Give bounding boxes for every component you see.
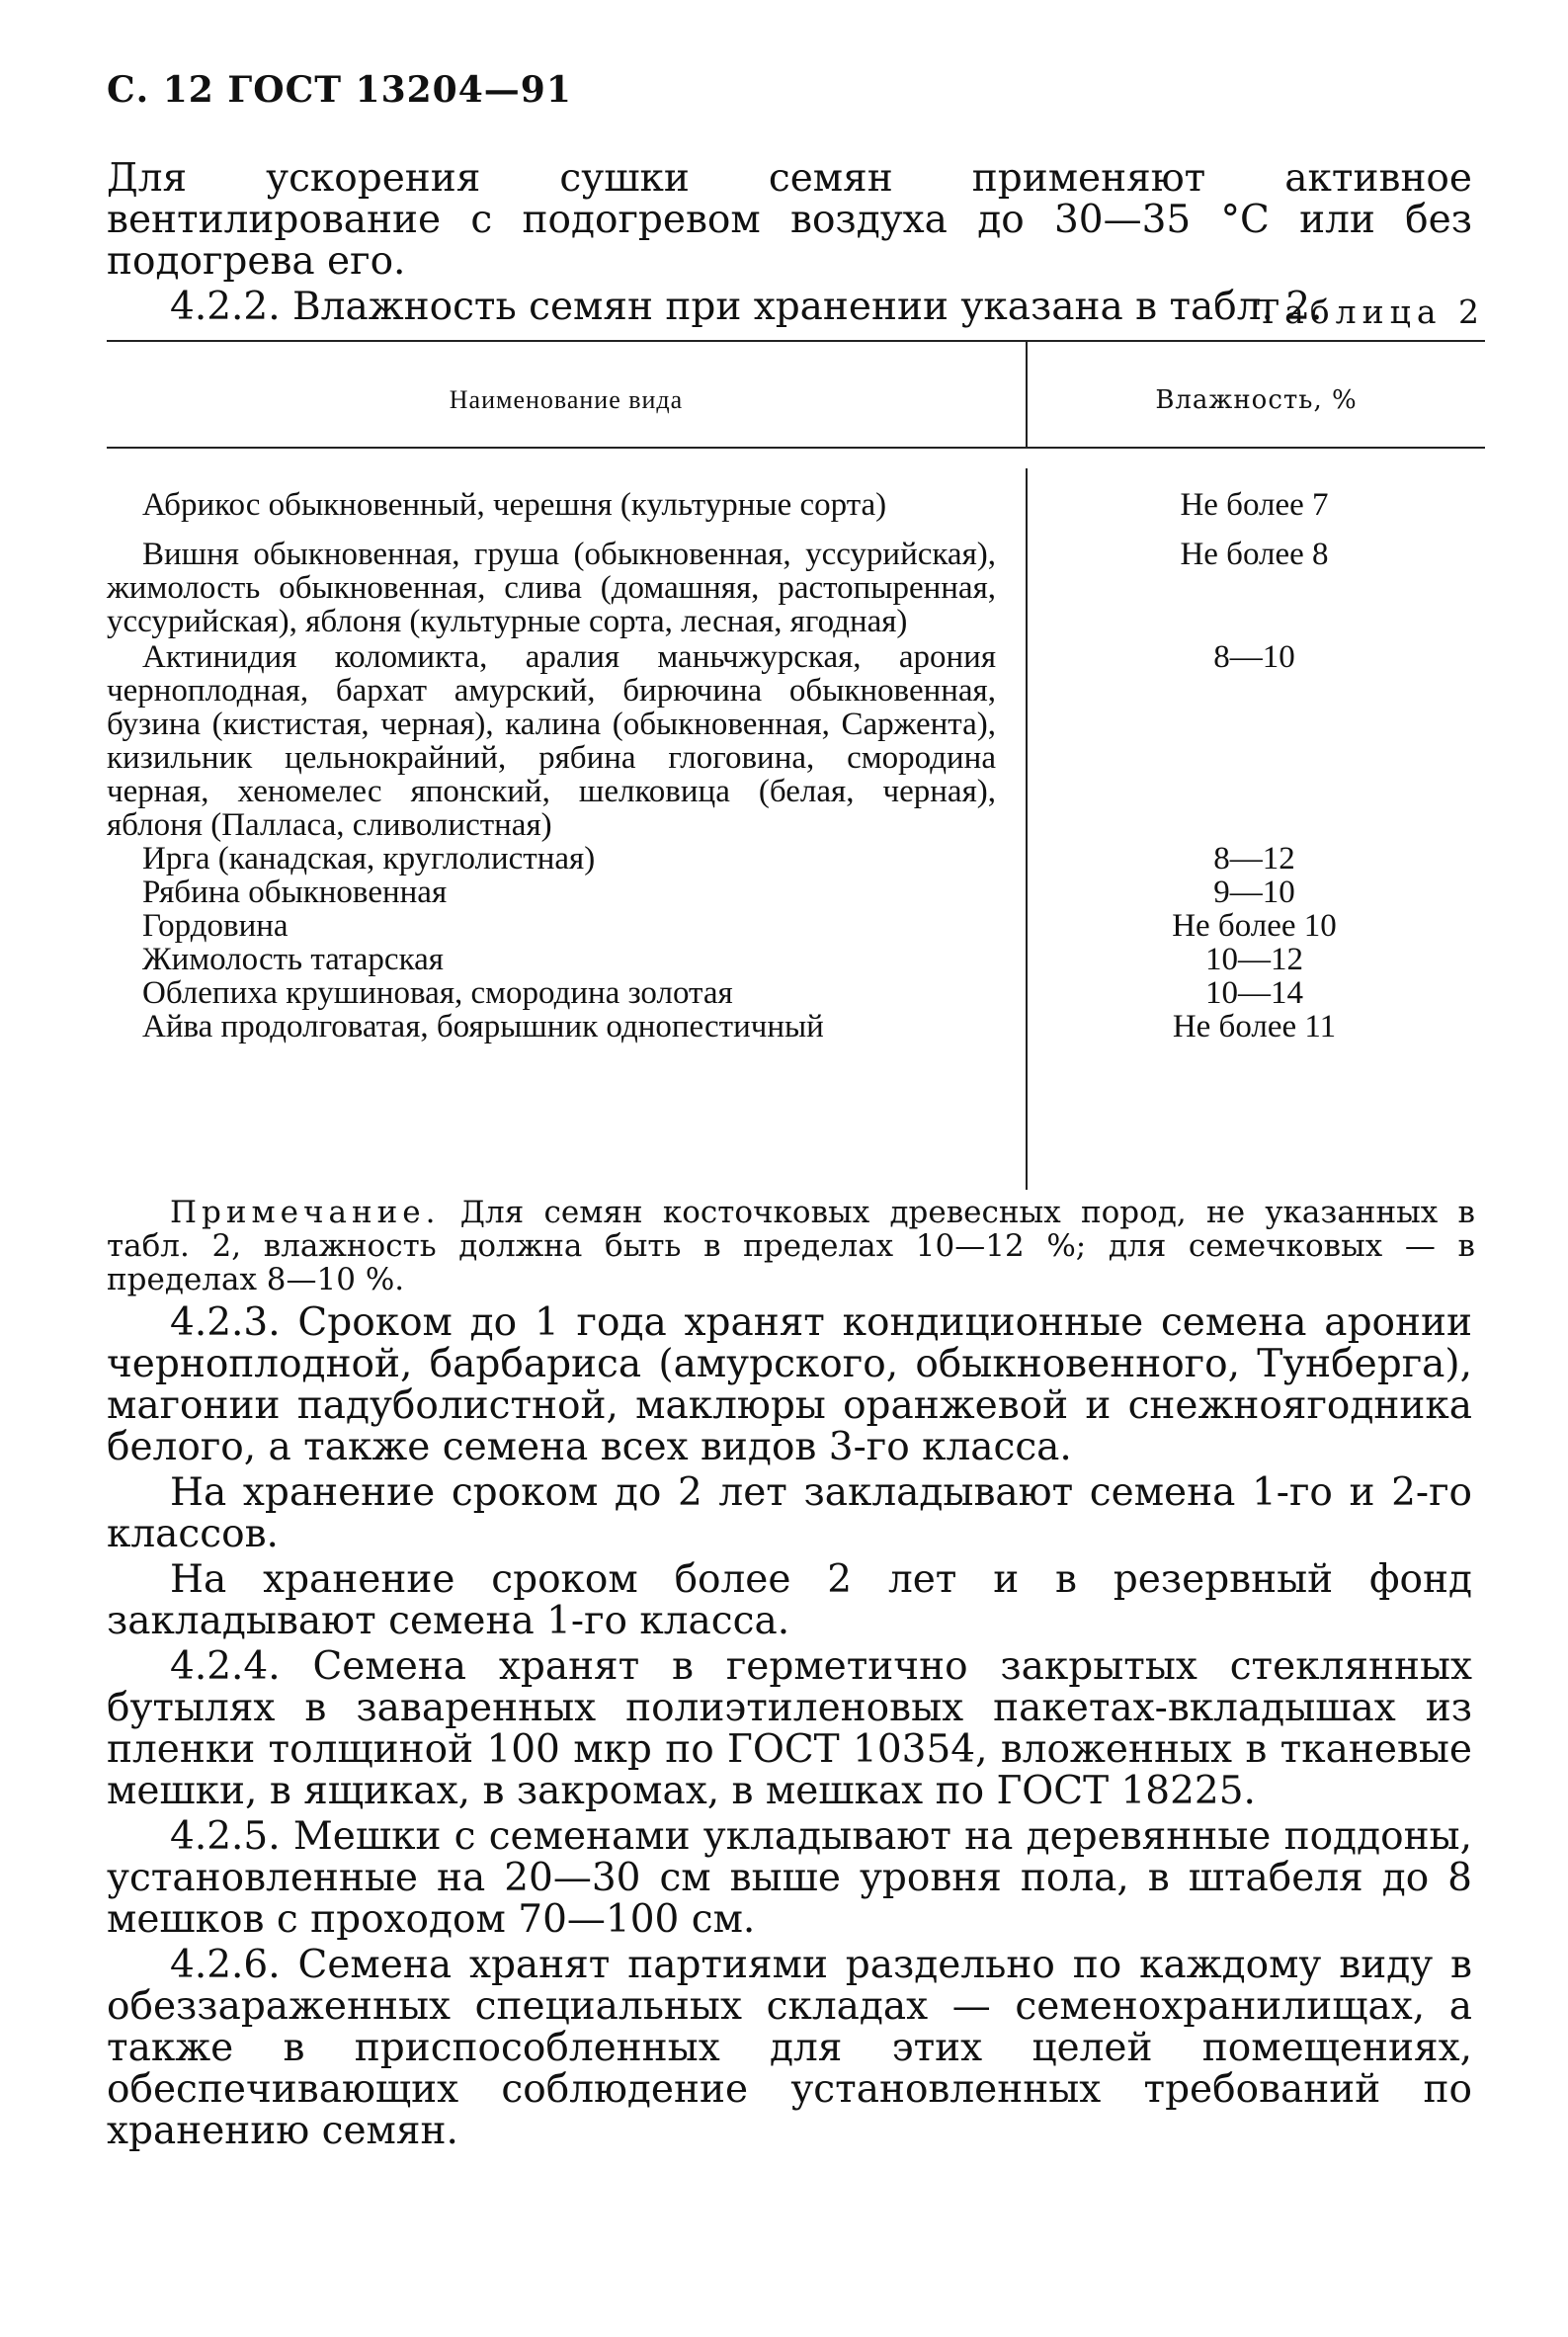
species-name: Рябина обыкновенная	[142, 875, 448, 910]
species-name: Актинидия коломикта, аралия маньчжурская, арония черноплодная, бархат амурский, бирючина обыкновенная, бузина (кистистая, черная), калина (обыкновенная, Саржента), кизильник цельнокрайний, рябина глоговина, смородина черная, хеномелес японский, шелковица (белая, черная), яблоня (Палласа, сливолистная)	[107, 639, 996, 843]
table-row	[107, 488, 1485, 522]
species-name: Жимолость татарская	[142, 942, 444, 977]
species-name: Ирга (канадская, круглолистная)	[142, 841, 596, 876]
intro-paragraph-2: 4.2.2. Влажность семян при хранении указана в табл. 2.	[170, 285, 1323, 329]
table-row	[107, 976, 1485, 1010]
moisture-value: 9—10	[1213, 875, 1295, 910]
section-4-2-6: 4.2.6. Семена хранят партиями раздельно по каждому виду в обеззараженных специальных складах — семенохранилищах, а также в приспособленных для этих целей помещениях, обеспечивающих соблюдение установленных требований по хранению семян.	[107, 1943, 1472, 2153]
moisture-value: 8—10	[1213, 639, 1295, 675]
moisture-value: Не более 7	[1180, 487, 1329, 523]
moisture-value: 10—12	[1205, 942, 1303, 977]
note-text: Для семян косточковых древесных пород, не указанных в табл. 2, влажность должна быть в пределах 10—12 %; для семечковых — в пределах 8—10 %.	[107, 1195, 1475, 1297]
table-row	[107, 943, 1485, 976]
intro-paragraph-1: Для ускорения сушки семян применяют активное вентилирование с подогревом воздуха до 30—35 °С или без подогрева его.	[107, 156, 1472, 284]
table-body	[107, 488, 1485, 1043]
section-4-2-3: 4.2.3. Сроком до 1 года хранят кондиционные семена аронии черноплодной, барбариса (амурского, обыкновенного, Тунберга), магонии падуболистной, маклюры оранжевой и снежноягодника белого, а также семена всех видов 3-го класса.	[107, 1300, 1472, 1469]
table-top-rule	[107, 340, 1485, 342]
moisture-value: 10—14	[1205, 975, 1303, 1011]
species-name: Облепиха крушиновая, смородина золотая	[142, 975, 733, 1011]
moisture-value: Не более 10	[1172, 908, 1337, 944]
table-row	[107, 842, 1485, 876]
column-header-value: Влажность, %	[1155, 385, 1358, 415]
moisture-table	[107, 340, 1485, 1190]
moisture-value: Не более 11	[1172, 1009, 1337, 1044]
table-row	[107, 909, 1485, 943]
page-header: С. 12 ГОСТ 13204—91	[107, 69, 572, 111]
paragraph-storage-reserve: На хранение сроком более 2 лет и в резервный фонд закладывают семена 1-го класса.	[107, 1557, 1472, 1643]
moisture-value: Не более 8	[1180, 537, 1329, 572]
note-label: Примечание.	[170, 1195, 441, 1230]
table-row	[107, 1010, 1485, 1043]
moisture-value: 8—12	[1213, 841, 1295, 876]
header-bottom-rule	[107, 447, 1485, 449]
column-header-name: Наименование вида	[449, 385, 684, 414]
section-4-2-5: 4.2.5. Мешки с семенами укладывают на деревянные поддоны, установленные на 20—30 см выше уровня пола, в штабеля до 8 мешков с проходом 70—100 см.	[107, 1814, 1472, 1942]
section-4-2-4: 4.2.4. Семена хранят в герметично закрытых стеклянных бутылях в заваренных полиэтиленовых пакетах-вкладышах из пленки толщиной 100 мкр по ГОСТ 10354, вложенных в тканевые мешки, в ящиках, в закромах, в мешках по ГОСТ 18225.	[107, 1644, 1472, 1813]
table-caption: Таблица 2	[1257, 292, 1485, 331]
species-name: Абрикос обыкновенный, черешня (культурные сорта)	[142, 487, 887, 523]
species-name: Вишня обыкновенная, груша (обыкновенная, уссурийская), жимолость обыкновенная, слива (домашняя, растопыренная, уссурийская), яблоня (культурные сорта, лесная, ягодная)	[107, 537, 996, 639]
species-name: Айва продолговатая, боярышник однопестичный	[142, 1009, 824, 1044]
table-row	[107, 876, 1485, 909]
table-note	[107, 1196, 1475, 1296]
paragraph-storage-2-years: На хранение сроком до 2 лет закладывают семена 1-го и 2-го классов.	[107, 1470, 1472, 1556]
species-name: Гордовина	[142, 908, 289, 944]
main-sections	[107, 1302, 1472, 2152]
table-row	[107, 538, 1485, 638]
table-row	[107, 640, 1485, 842]
